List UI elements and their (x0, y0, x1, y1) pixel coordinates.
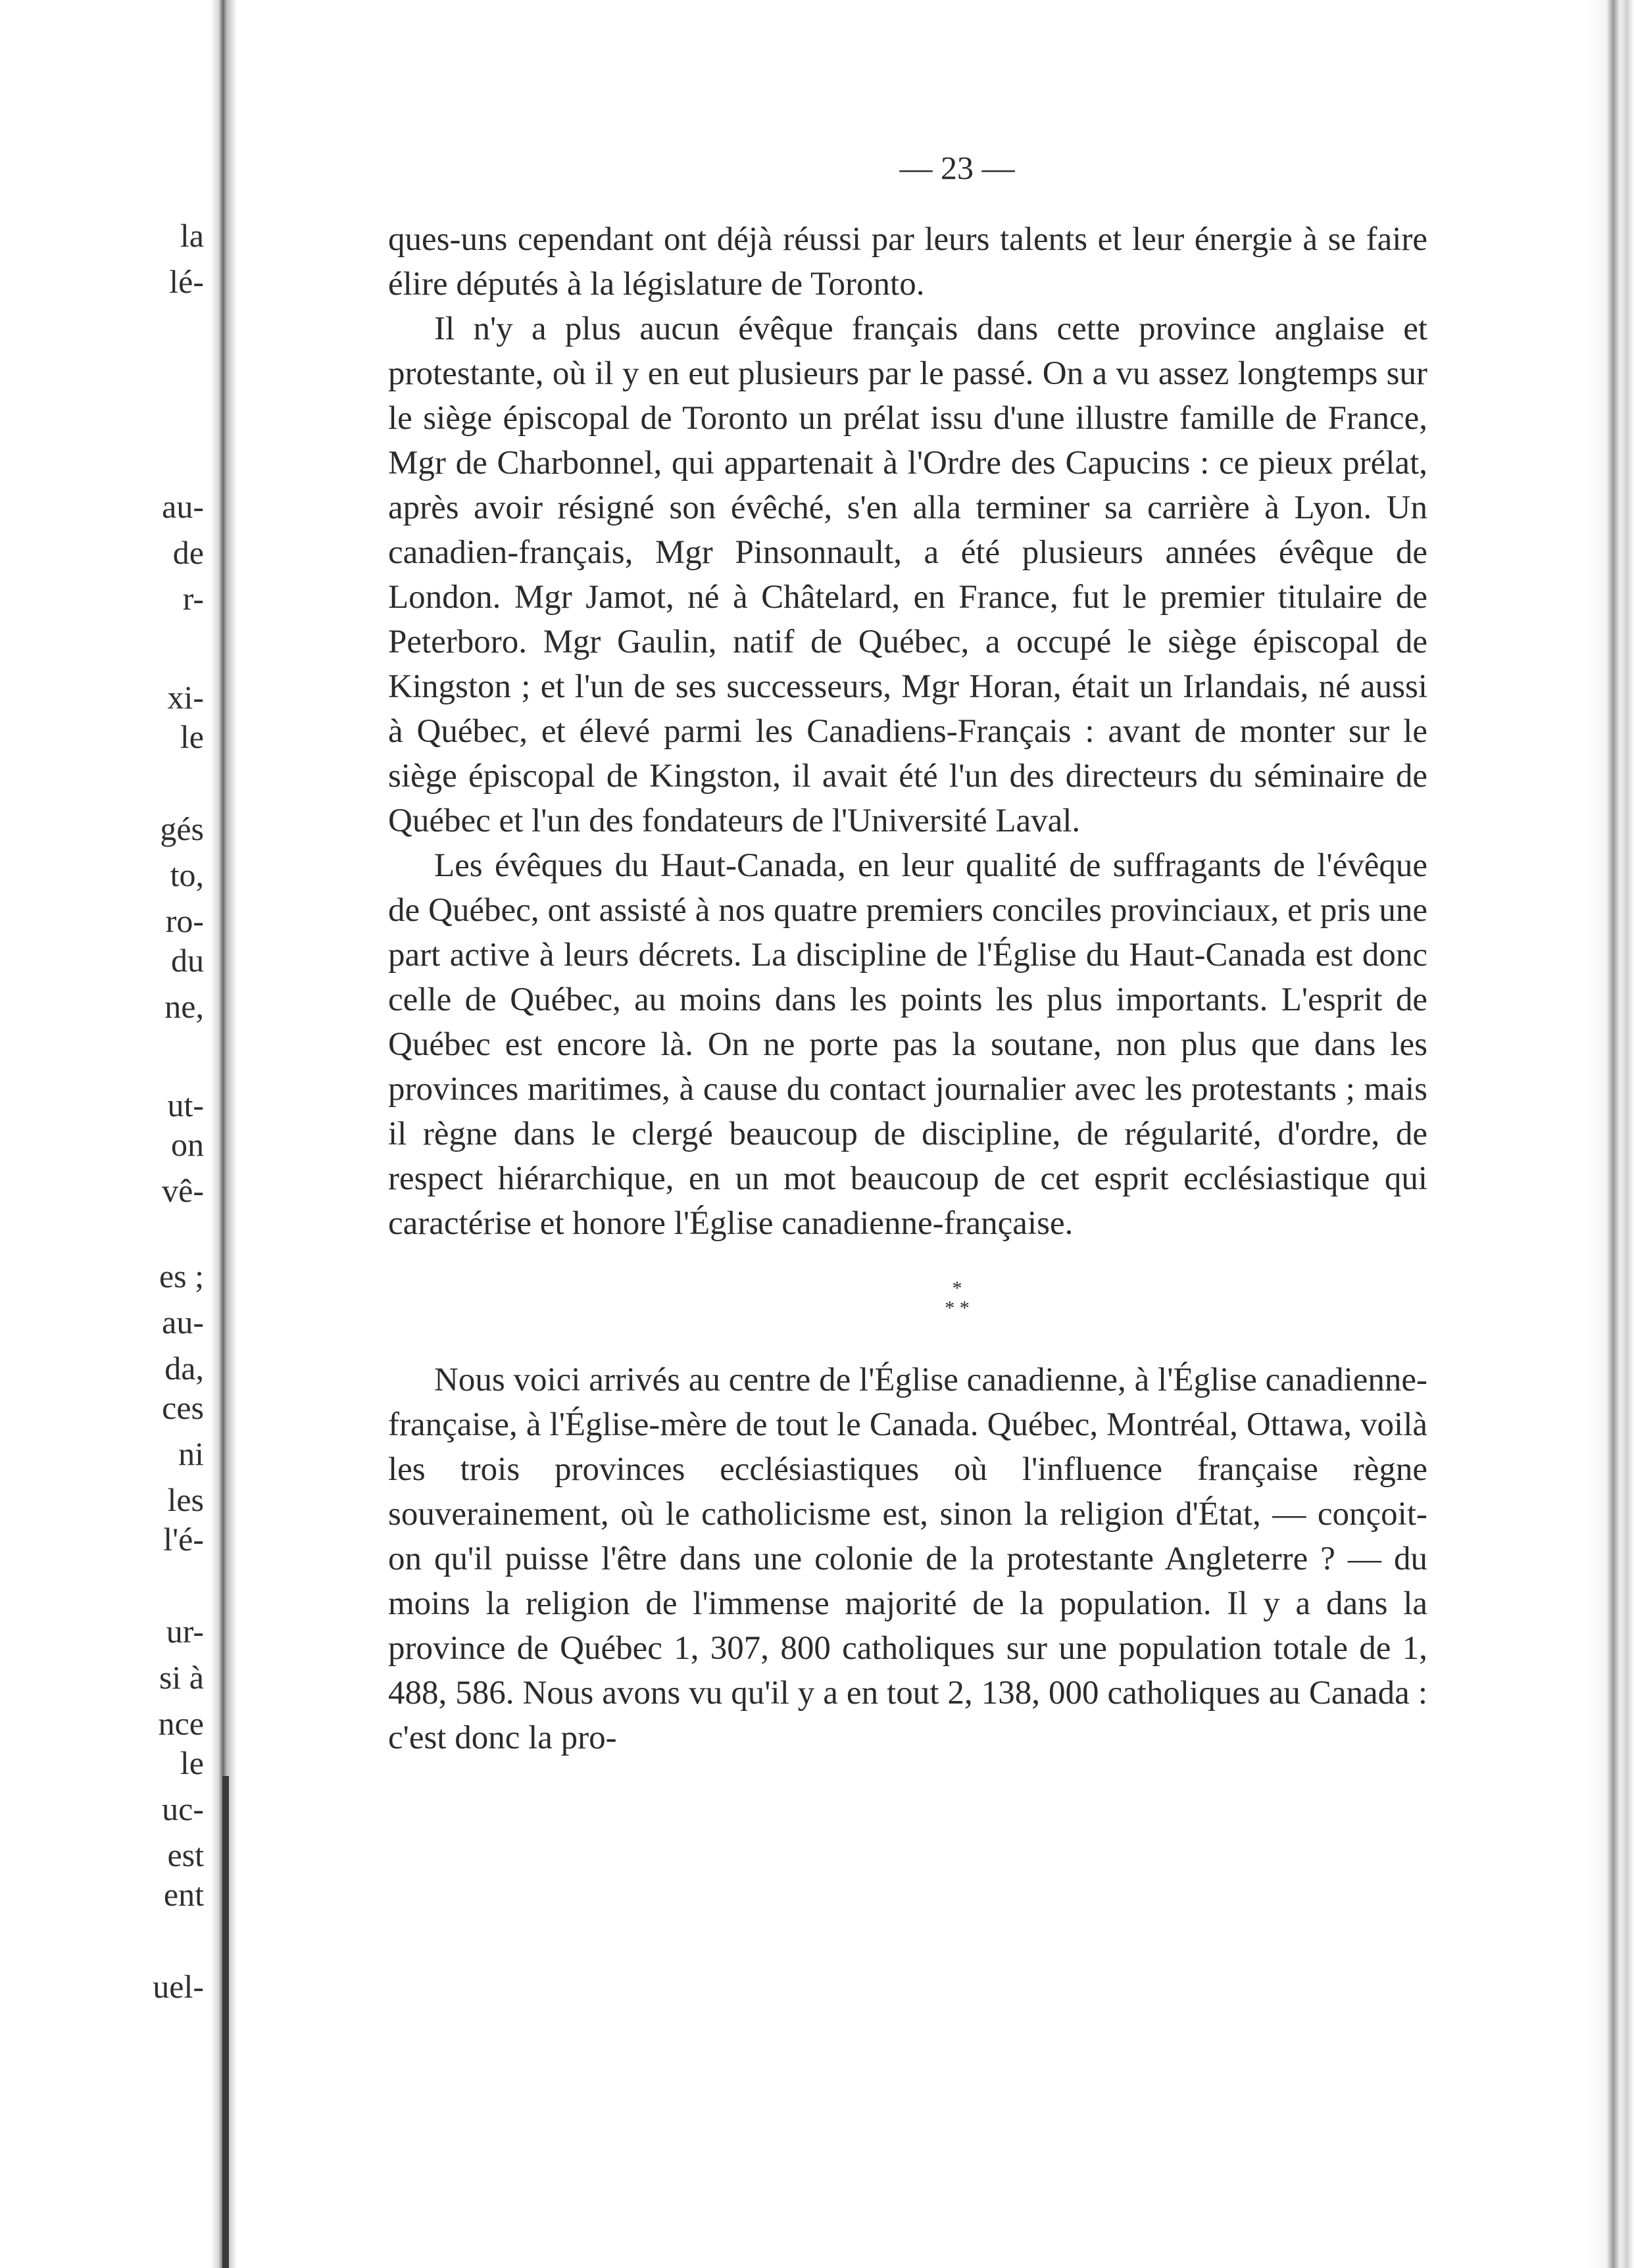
left-page-fragment: ne, (164, 988, 204, 1025)
asterism-top: * (952, 1277, 962, 1299)
left-page-fragment: du (171, 942, 204, 979)
paragraph: Nous voici arrivés au centre de l'Église canadienne, à l'Église canadienne-française, à l'Église-mère de tout le Canada. Québec, Montréal, Ottawa, voilà les trois provinces ecclésiastiques où l'influence française règne souverainement, où le catholicisme est, sinon la religion d'État, — conçoit-on qu'il puisse l'être dans une colonie de la protestante Angleterre ? — du moins la religion de l'immense majorité de la population. Il y a dans la province de Québec 1, 307, 800 catholiques sur une population totale de 1, 488, 586. Nous avons vu qu'il y a en tout 2, 138, 000 catholiques au Canada : c'est donc la pro- (388, 1362, 1427, 1756)
left-page-fragment: de (172, 534, 204, 571)
left-page-fragment: xi- (167, 679, 204, 716)
asterism-bottom: * * (945, 1297, 970, 1319)
left-page-fragment: to, (170, 856, 204, 893)
paragraph: ques-uns cependant ont déjà réussi par leurs talents et leur énergie à se faire élire députés à la législature de Toronto. (388, 221, 1427, 303)
left-page-fragment: es ; (159, 1258, 204, 1294)
left-page-fragment: ent (163, 1876, 204, 1913)
left-page-fragment: le (180, 1744, 204, 1781)
paragraph: Il n'y a plus aucun évêque français dans cette province anglaise et protestante, où il y en eut plusieurs par le passé. On a vu assez longtemps sur le siège épiscopal de Toronto un prélat issu d'une illustre famille de France, Mgr de Charbonnel, qui appartenait à l'Ordre des Capucins : ce pieux prélat, après avoir résigné son évêché, s'en alla terminer sa carrière à Lyon. Un canadien-français, Mgr Pinsonnault, a été plusieurs années évêque de London. Mgr Jamot, né à Châtelard, en France, fut le premier titulaire de Peterboro. Mgr Gaulin, natif de Québec, a occupé le siège épiscopal de Kingston ; et l'un de ses successeurs, Mgr Horan, était un Irlandais, né aussi à Québec, et élevé parmi les Canadiens-Français : avant de monter sur le siège épiscopal de Kingston, il avait été l'un des directeurs du séminaire de Québec et l'un des fondateurs de l'Université Laval. (388, 310, 1427, 839)
left-page-fragment: ro- (165, 902, 204, 939)
page-number: — 23 — (899, 149, 1015, 186)
left-page-fragment: on (171, 1126, 204, 1163)
left-page-fragment: la (180, 217, 204, 254)
left-page-fragment: au- (162, 488, 204, 525)
paragraph: Les évêques du Haut-Canada, en leur qualité de suffragants de l'évêque de Québec, ont assisté à nos quatre premiers conciles provinciaux, et pris une part active à leurs décrets. La discipline de l'Église du Haut-Canada est donc celle de Québec, au moins dans les points les plus importants. L'esprit de Québec est encore là. On ne porte pas la soutane, non plus que dans les provinces maritimes, à cause du contact journalier avec les protestants ; mais il règne dans le clergé beaucoup de discipline, de régularité, d'ordre, de respect hiérarchique, en un mot beaucoup de cet esprit ecclésiastique qui caractérise et honore l'Église canadienne-française. (388, 847, 1427, 1242)
left-page-fragment: le (180, 718, 204, 755)
left-page-fragment: gés (160, 810, 204, 847)
left-page-fragment: est (167, 1837, 204, 1873)
book-gutter-shadow (222, 1776, 229, 2268)
page-body (388, 217, 1427, 1760)
left-page-fragment: si à (159, 1659, 204, 1696)
left-page-fragment: au- (162, 1304, 204, 1341)
left-page-fragment: nce (158, 1705, 204, 1742)
page-23 (388, 145, 1427, 1760)
left-page-edge (0, 0, 217, 2268)
left-page-fragment: ces (162, 1389, 204, 1426)
left-page-fragment: les (167, 1481, 204, 1518)
left-page-fragment: ut- (167, 1087, 204, 1123)
left-page-fragment: ni (178, 1435, 204, 1472)
left-page-fragment: da, (164, 1350, 204, 1387)
left-page-fragment: ur- (166, 1613, 204, 1650)
left-page-fragment: vê- (162, 1172, 204, 1209)
section-break-asterism (487, 1279, 1427, 1318)
left-page-fragment: l'é- (163, 1521, 204, 1558)
left-page-fragment: uel- (153, 1968, 204, 2005)
left-page-fragment: lé- (169, 263, 204, 300)
left-page-fragment: uc- (162, 1790, 204, 1827)
book-right-edge (1588, 0, 1634, 2268)
left-page-fragment: r- (182, 580, 204, 617)
